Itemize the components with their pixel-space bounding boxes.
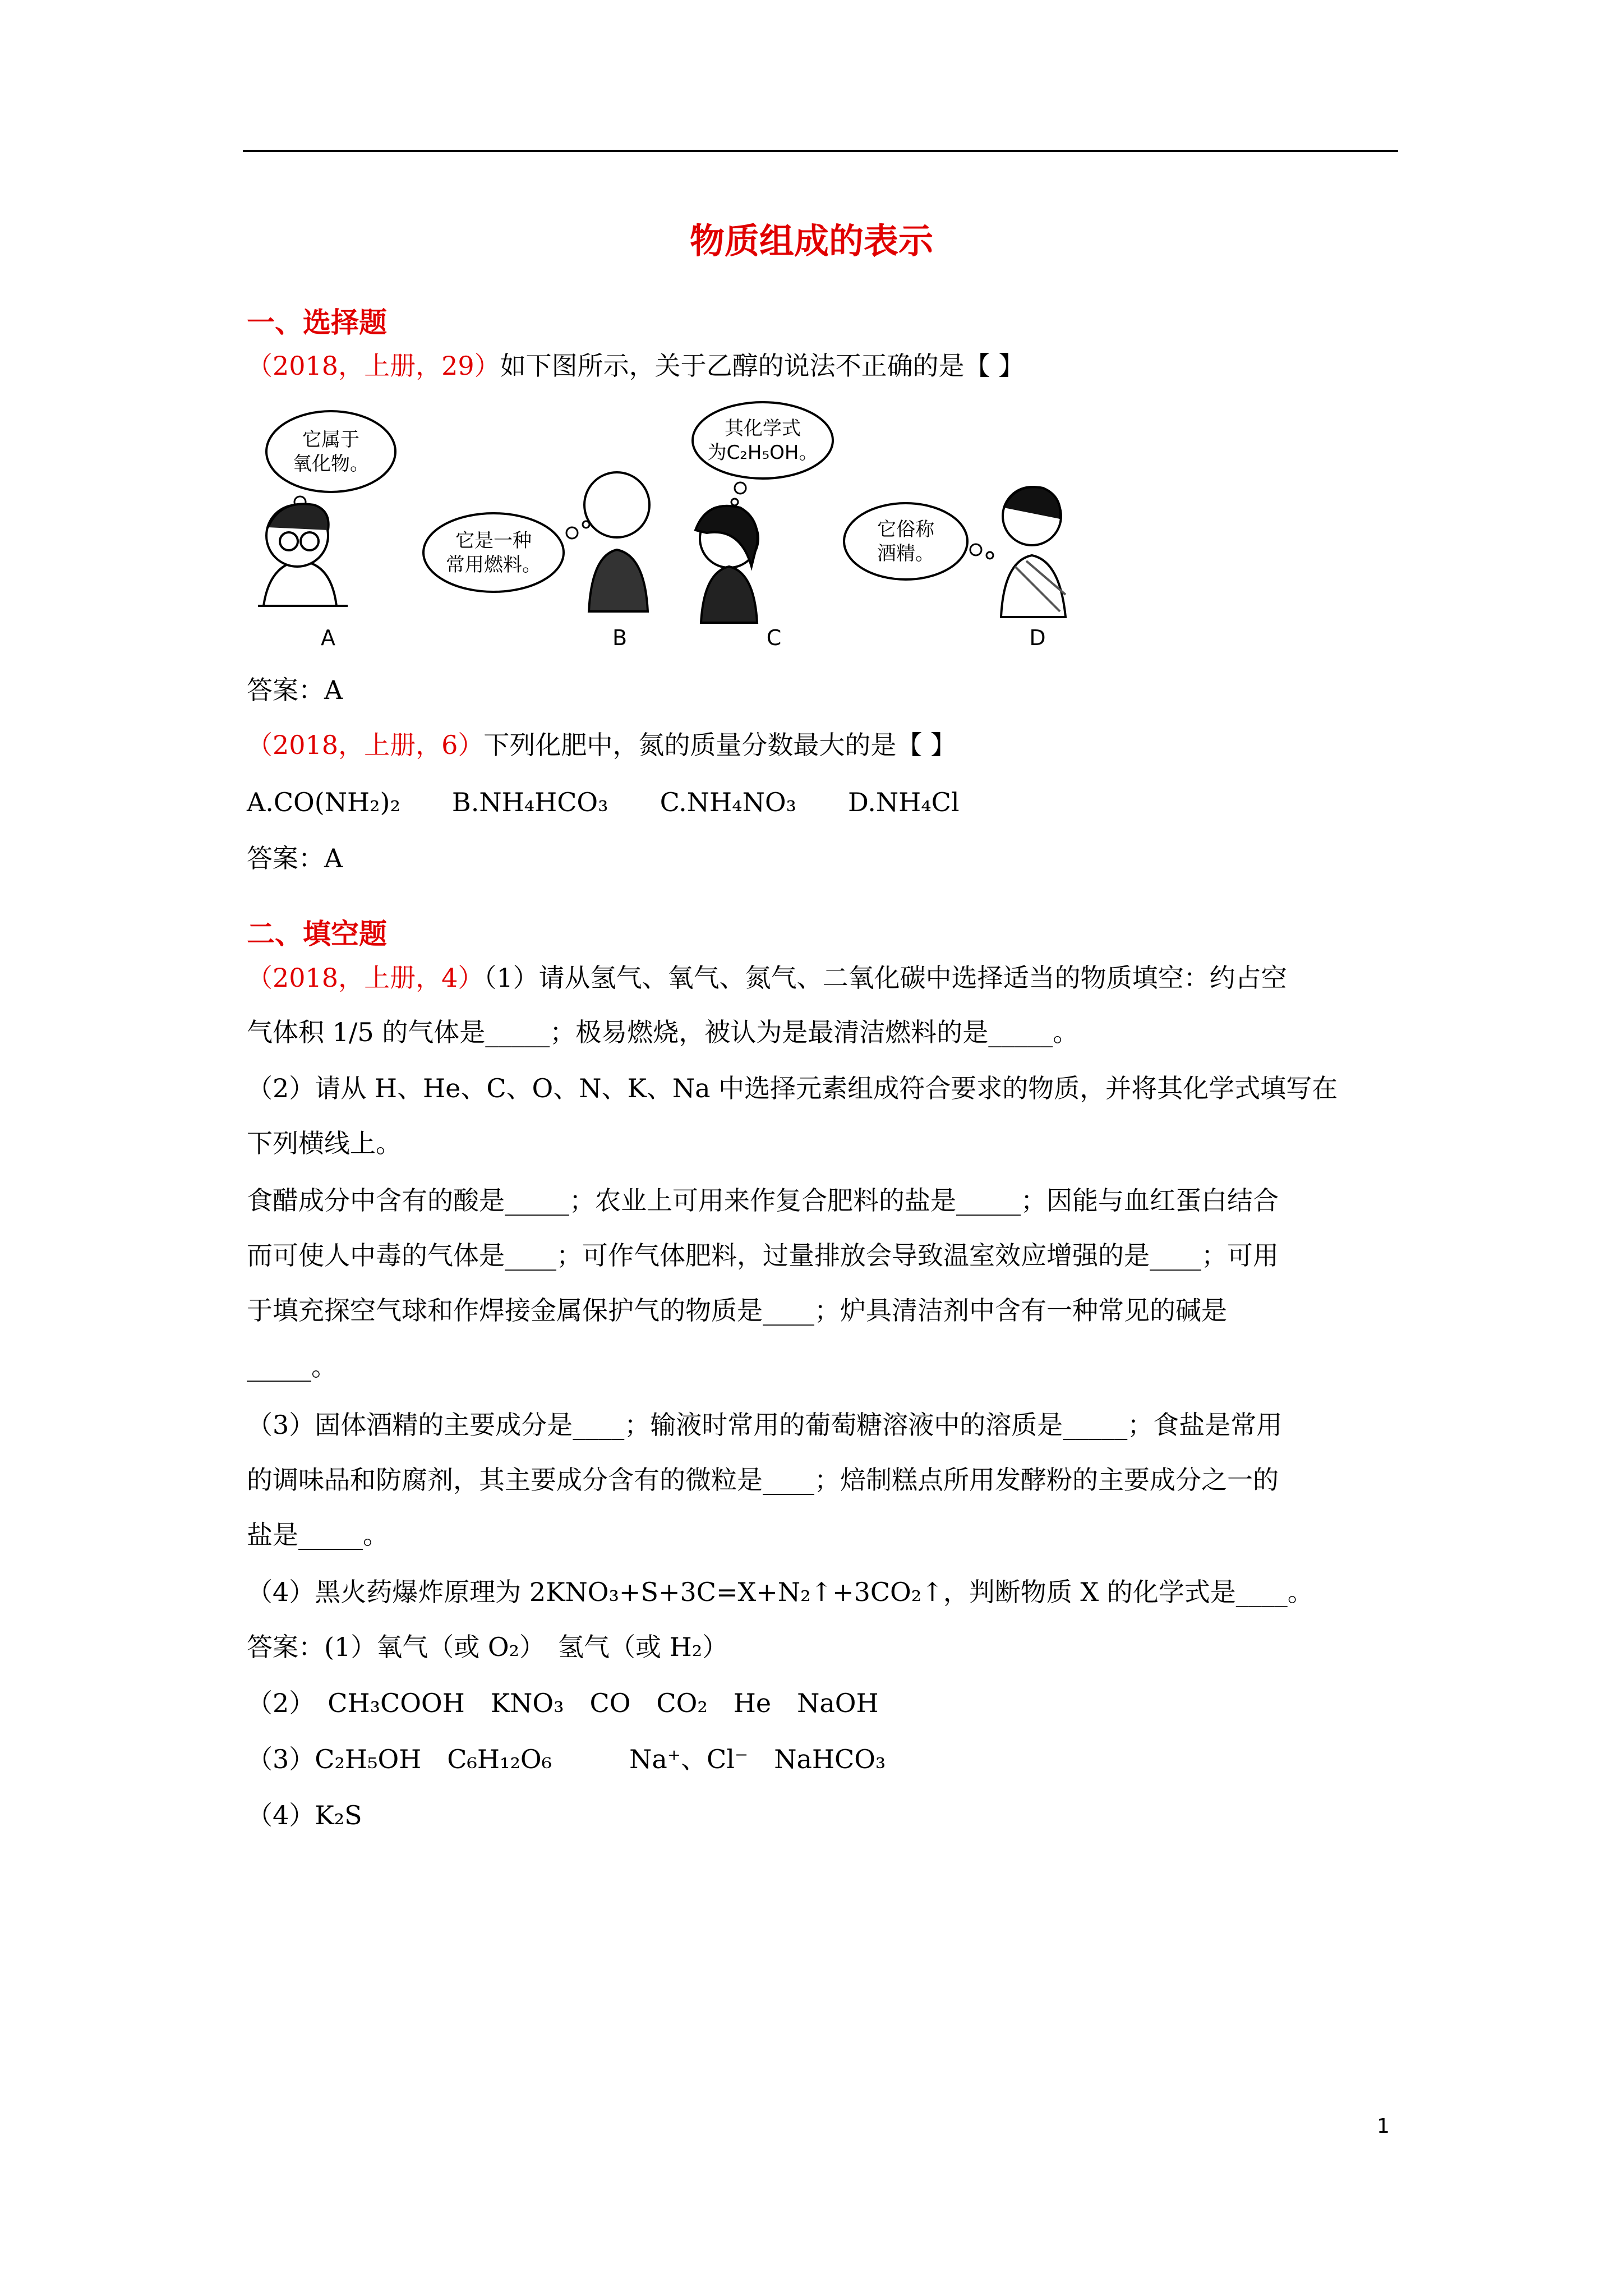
question-3-line6: 而可使人中毒的气体是____；可作气体肥料，过量排放会导致温室效应增强的是____；可用 xyxy=(247,1240,1279,1271)
question-2 xyxy=(247,728,956,762)
bubble-d xyxy=(844,503,993,579)
bubble-b xyxy=(423,513,589,592)
question-3-line2: 气体积 1/5 的气体是_____；极易燃烧，被认为是最清洁燃料的是_____。 xyxy=(247,1017,1079,1047)
bubble-c-line2: 为C₂H₅OH。 xyxy=(707,441,818,464)
label-b: B xyxy=(612,625,628,650)
question-3-line1 xyxy=(247,961,1287,995)
ethanol-cartoon xyxy=(247,398,1088,668)
question-1-text: 如下图所示，关于乙醇的说法不正确的是【 】 xyxy=(500,351,1025,381)
page-title: 物质组成的表示 xyxy=(689,220,933,261)
label-a: A xyxy=(321,625,335,650)
question-3-line12: （4）黑火药爆炸原理为 2KNO₃+S+3C=X+N₂↑+3CO₂↑，判断物质 X 的化学式是____。 xyxy=(247,1577,1313,1607)
answer-3-line1: 答案：(1）氧气（或 O₂） 氢气（或 H₂） xyxy=(247,1632,728,1662)
bubble-c xyxy=(693,402,833,505)
question-3-line9: （3）固体酒精的主要成分是____；输液时常用的葡萄糖溶液中的溶质是_____；食盐是常用 xyxy=(247,1410,1283,1440)
question-3-line5: 食醋成分中含有的酸是_____；农业上可用来作复合肥料的盐是_____；因能与血红蛋白结合 xyxy=(247,1185,1279,1216)
question-2-text: 下列化肥中，氮的质量分数最大的是【 】 xyxy=(483,730,956,760)
bubble-a xyxy=(266,411,395,519)
page-number: 1 xyxy=(1377,2115,1390,2138)
kid-a-figure xyxy=(258,504,348,606)
header-rule xyxy=(243,150,1398,152)
question-3-line10: 的调味品和防腐剂，其主要成分含有的微粒是____；焙制糕点所用发酵粉的主要成分之一的 xyxy=(247,1465,1279,1495)
question-3-line7: 于填充探空气球和作焊接金属保护气的物质是____；炉具清洁剂中含有一种常见的碱是 xyxy=(247,1295,1227,1326)
label-d: D xyxy=(1029,625,1046,650)
answer-3-line4: （4）K₂S xyxy=(247,1800,362,1830)
bubble-b-line1: 它是一种 xyxy=(455,530,532,552)
question-3-text1: （1）请从氢气、氧气、氮气、二氧化碳中选择适当的物质填空：约占空 xyxy=(483,963,1287,993)
question-2-options: A.CO(NH₂)₂ B.NH₄HCO₃ C.NH₄NO₃ D.NH₄Cl xyxy=(247,787,960,817)
label-c: C xyxy=(766,625,782,650)
question-2-source: （2018，上册，6） xyxy=(247,730,484,760)
answer-2: 答案：A xyxy=(247,843,343,873)
answer-3-line3: （3）C₂H₅OH C₆H₁₂O₆ Na⁺、Cl⁻ NaHCO₃ xyxy=(247,1744,886,1774)
kid-d-figure xyxy=(1001,487,1066,617)
answer-3-line2: （2） CH₃COOH KNO₃ CO CO₂ He NaOH xyxy=(247,1688,879,1718)
question-1 xyxy=(247,349,1024,383)
question-1-source: （2018，上册，29） xyxy=(247,351,500,381)
bubble-c-line1: 其化学式 xyxy=(725,417,801,440)
question-3-line8: _____。 xyxy=(247,1351,337,1382)
section-heading-fill: 二、填空题 xyxy=(247,918,387,950)
question-3-line4: 下列横线上。 xyxy=(247,1128,402,1158)
section-heading-choice: 一、选择题 xyxy=(247,306,387,339)
bubble-a-line1: 它属于 xyxy=(302,429,359,451)
bubble-d-line2: 酒精。 xyxy=(877,542,934,565)
bubble-d-line1: 它俗称 xyxy=(877,518,934,541)
kid-b-figure xyxy=(584,472,649,611)
answer-1: 答案：A xyxy=(247,675,343,705)
question-3-source: （2018，上册，4） xyxy=(247,963,484,993)
question-3-line11: 盐是_____。 xyxy=(247,1520,389,1550)
bubble-b-line2: 常用燃料。 xyxy=(446,554,541,576)
bubble-a-line2: 氧化物。 xyxy=(293,453,369,475)
question-3-line3: （2）请从 H、He、C、O、N、K、Na 中选择元素组成符合要求的物质，并将其化学式填写在 xyxy=(247,1073,1338,1103)
kid-c-figure xyxy=(695,506,758,623)
